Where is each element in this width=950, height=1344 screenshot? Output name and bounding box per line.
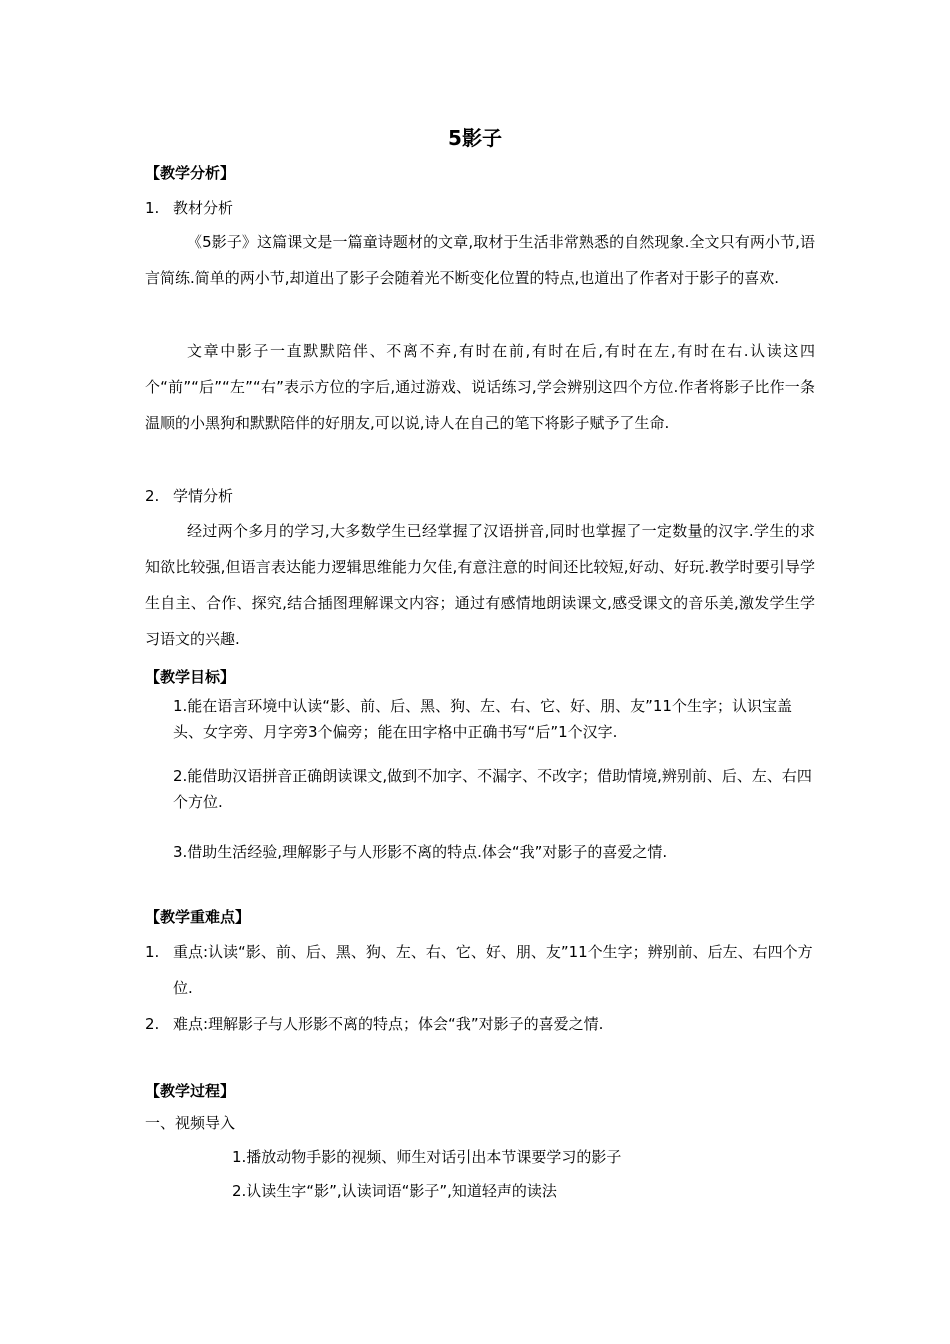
goal-3: 3.借助生活经验,理解影子与人形影不离的特点.体会“我”对影子的喜爱之情. — [173, 843, 668, 861]
analysis-item1-label: 教材分析 — [173, 199, 234, 217]
analysis-item2-number: 2. — [145, 487, 160, 505]
process-section-1: 一、视频导入 — [145, 1114, 236, 1132]
goal-1: 1.能在语言环境中认读“影、前、后、黑、狗、左、右、它、好、朋、友”11个生字；认识宝盖头、女字旁、月字旁3个偏旁；能在田字格中正确书写“后”1个汉字. — [173, 697, 792, 741]
goals-heading: 【教学目标】 — [145, 668, 236, 686]
analysis-item1-number: 1. — [145, 199, 160, 217]
goal-2: 2.能借助汉语拼音正确朗读课文,做到不加字、不漏字、不改字；借助情境,辨别前、后、左、右四个方位. — [173, 767, 812, 811]
keypoint-2-number: 2. — [145, 1015, 160, 1033]
analysis-paragraph-3: 经过两个多月的学习,大多数学生已经掌握了汉语拼音,同时也掌握了一定数量的汉字.学生的求知欲比较强,但语言表达能力逻辑思维能力欠佳,有意注意的时间还比较短,好动、好玩.教学时要引导学生自主、合作、探究,结合插图理解课文内容；通过有感情地朗读课文,感受课文的音乐美,激发学生学习语文的兴趣. — [145, 522, 815, 648]
analysis-paragraph-2: 文章中影子一直默默陪伴、不离不弃,有时在前,有时在后,有时在左,有时在右.认读这四个“前”“后”“左”“右”表示方位的字后,通过游戏、说话练习,学会辨别这四个方位.作者将影子比作一条温顺的小黑狗和默默陪伴的好朋友,可以说,诗人在自己的笔下将影子赋予了生命. — [145, 342, 815, 432]
keypoint-1: 重点:认读“影、前、后、黑、狗、左、右、它、好、朋、友”11个生字；辨别前、后左、右四个方位. — [173, 943, 813, 997]
process-step-2: 2.认读生字“影”,认读词语“影子”,知道轻声的读法 — [232, 1182, 557, 1200]
process-step-1: 1.播放动物手影的视频、师生对话引出本节课要学习的影子 — [232, 1148, 622, 1166]
analysis-paragraph-1: 《5影子》这篇课文是一篇童诗题材的文章,取材于生活非常熟悉的自然现象.全文只有两小节,语言简练.简单的两小节,却道出了影子会随着光不断变化位置的特点,也道出了作者对于影子的喜欢. — [145, 233, 815, 287]
lesson-title: 5影子 — [448, 126, 502, 150]
analysis-item2-label: 学情分析 — [173, 487, 234, 505]
keypoint-2: 难点:理解影子与人形影不离的特点；体会“我”对影子的喜爱之情. — [173, 1015, 604, 1033]
process-heading: 【教学过程】 — [145, 1082, 236, 1100]
analysis-heading: 【教学分析】 — [145, 164, 236, 182]
keypoint-1-number: 1. — [145, 943, 160, 961]
keypoints-heading: 【教学重难点】 — [145, 908, 251, 926]
